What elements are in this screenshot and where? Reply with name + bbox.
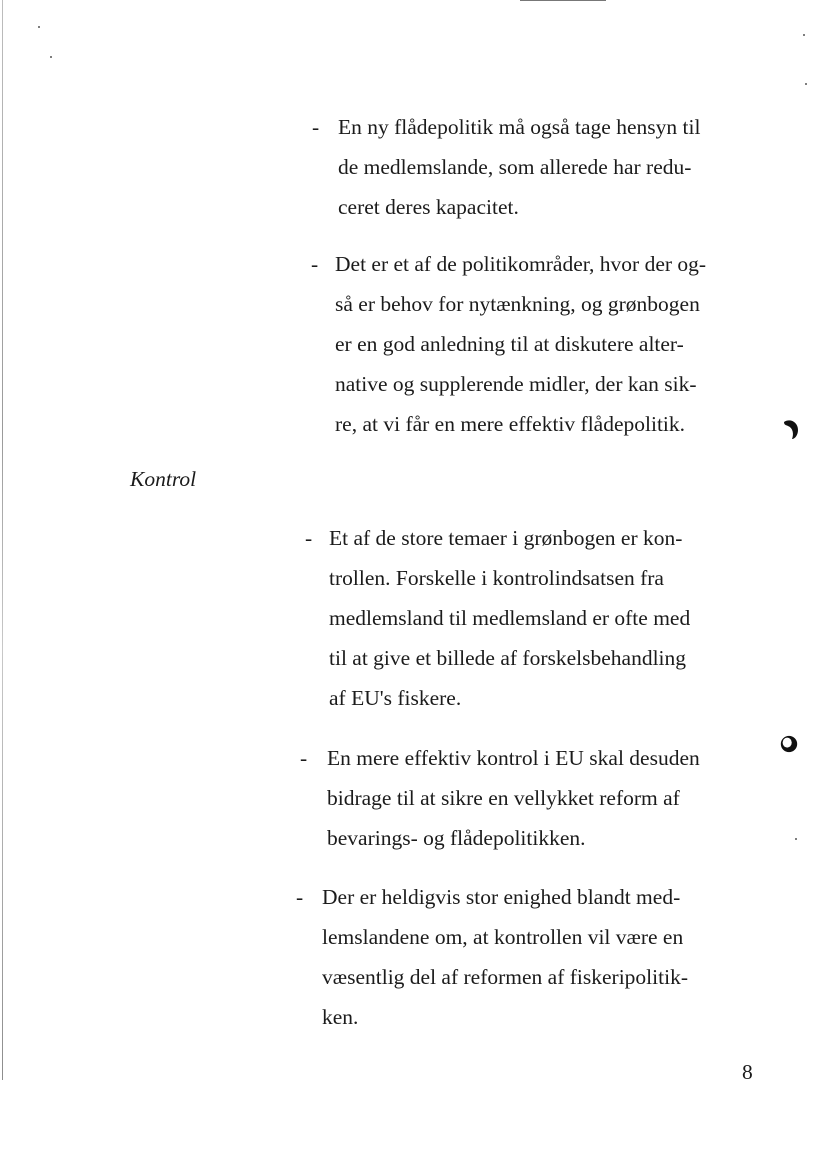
text-line: til at give et billede af forskelsbehandling xyxy=(329,646,687,670)
text-line: ceret deres kapacitet. xyxy=(338,195,519,219)
scan-page-edge xyxy=(2,0,3,1080)
bullet-dash: - xyxy=(311,252,319,276)
scan-speck xyxy=(795,838,797,840)
text-line: En mere effektiv kontrol i EU skal desuden xyxy=(327,746,700,770)
text-line: re, at vi får en mere effektiv flådepolitik. xyxy=(335,412,686,436)
text-line: væsentlig del af reformen af fiskeripolitik- xyxy=(322,965,688,989)
page-number: 8 xyxy=(742,1060,753,1084)
text-line: af EU's fiskere. xyxy=(329,686,462,710)
text-line: medlemsland til medlemsland er ofte med xyxy=(329,606,691,630)
text-line: de medlemslande, som allerede har redu- xyxy=(338,155,692,179)
punch-hole-icon xyxy=(780,418,800,440)
text-line: er en god anledning til at diskutere alter- xyxy=(335,332,684,356)
bullet-item-1 xyxy=(312,107,701,227)
text-line: ken. xyxy=(322,1005,359,1029)
text-line: bevarings- og flådepolitikken. xyxy=(327,826,586,850)
bullet-item-2 xyxy=(311,244,707,444)
text-line: lemslandene om, at kontrollen vil være en xyxy=(322,925,684,949)
bullet-dash: - xyxy=(305,526,313,550)
text-line: Et af de store temaer i grønbogen er kon- xyxy=(329,526,683,550)
bullet-dash: - xyxy=(312,115,320,139)
text-line: Det er et af de politikområder, hvor der og- xyxy=(335,252,707,276)
bullet-dash: - xyxy=(300,746,308,770)
bullet-item-5 xyxy=(296,877,688,1037)
text-line: trollen. Forskelle i kontrolindsatsen fra xyxy=(329,566,664,590)
punch-hole-icon xyxy=(779,733,799,755)
text-line: bidrage til at sikre en vellykket reform af xyxy=(327,786,680,810)
scan-top-mark xyxy=(520,0,606,1)
text-line: native og supplerende midler, der kan sik- xyxy=(335,372,697,396)
text-line: En ny flådepolitik må også tage hensyn til xyxy=(338,115,701,139)
bullet-dash: - xyxy=(296,885,304,909)
scan-speck xyxy=(805,83,807,85)
bullet-item-3 xyxy=(305,518,691,718)
section-heading: Kontrol xyxy=(130,467,197,491)
bullet-item-4 xyxy=(300,738,700,858)
text-line: så er behov for nytænkning, og grønbogen xyxy=(335,292,700,316)
text-line: Der er heldigvis stor enighed blandt med- xyxy=(322,885,681,909)
scan-speck xyxy=(803,34,805,36)
scan-speck xyxy=(50,56,52,58)
scan-speck xyxy=(38,26,40,28)
